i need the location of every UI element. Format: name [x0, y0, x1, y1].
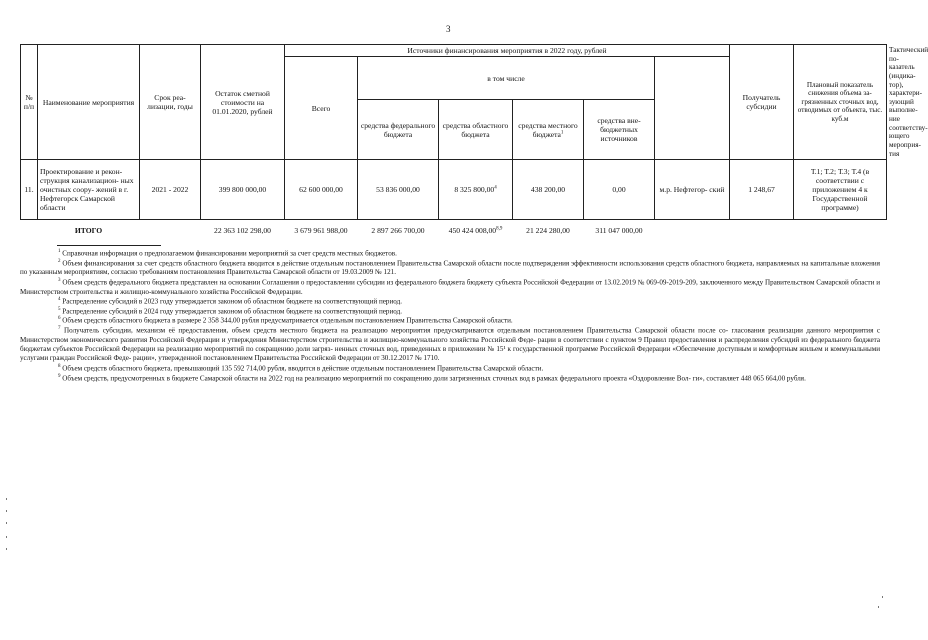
row-federal: 53 836 000,00 — [358, 160, 439, 220]
scan-speck — [6, 548, 7, 550]
footnote: $^7$ Получатель субсидии, механизм её предоставления, объем средств местного бюджета на реализацию мероприятия предусматриваются отдельным постановлением Правительства Самарской области после со- гласования реализации данного мероприятия с Министерством экономического развития Российской Федерации и утверждения Министерством строительства и жилищно-коммунального хозяйства Российской Феде- рации в соответствии с пунктом 9 Правил предоставления и распределения субсидий из федерального бюджета бюджетам субъектов Российской Федерации на реализацию мероприятий по сокращению доли загряз- ненных сточных вод, приведенных в приложении № 15¹ к государственной программе Российской Федерации «Обеспечение доступным и комфортным жильем и коммунальными услугами граждан Российской Феде- рации», утвержденной постановлением Правительства Российской Федерации от 30.12.2017 № 1710. — [20, 326, 880, 363]
row-term: 2021 - 2022 — [140, 160, 201, 220]
scan-speck — [882, 596, 883, 598]
header-extra: средства вне- бюджетных источников — [584, 100, 655, 160]
table-row — [21, 160, 887, 220]
footnote: $^2$ Объем финансирования за счет средств областного бюджета вводится в действие отдельным постановлением Правительства Самарской области после подтверждения эффективности использования средств областного бюджета, направляемых на капитальные вложения по указанным мероприятиям, согласно требованиям постановления Правительства Самарской области от 19.03.2009 № 121. — [20, 258, 880, 277]
totals-local: 21 224 280,00 — [526, 225, 570, 235]
row-name: Проектирование и рекон- струкция канализацион- ных очистных соору- жений в г. Нефтегорск Самарской области — [38, 160, 140, 220]
header-local: средства местного бюджета$^1$ — [513, 100, 584, 160]
row-regional: 8 325 800,00$^4$ — [439, 160, 513, 220]
footnote: $^5$ Распределение субсидий в 2024 году утверждается законом об областном бюджете на соответствующий период. — [58, 306, 402, 315]
footnote: $^8$ Объем средств областного бюджета, превышающий 135 592 714,00 рубля, вводится в действие отдельным постановлением Правительства Самарской области. — [58, 363, 544, 373]
row-extra: 0,00 — [584, 160, 655, 220]
totals-federal: 2 897 266 700,00 — [371, 225, 425, 235]
header-including: в том числе — [358, 57, 655, 100]
footnotes — [20, 249, 880, 383]
totals-extra: 311 047 000,00 — [595, 225, 643, 235]
row-recipient: м.р. Нефтегор- ский — [655, 160, 730, 220]
header-sources: Источники финансирования мероприятия в 2022 году, рублей — [285, 45, 730, 57]
footnote: $^1$ Справочная информация о предполагаемом финансировании мероприятий за счет средств местных бюджетов. — [58, 249, 397, 258]
footnote: $^3$ Объем средств федерального бюджета представлен на основании Соглашения о предоставлении субсидии из федерального бюджета бюджету субъекта Российской Федерации от 13.02.2019 № 069-09-2019-209, заключенного между Правительством Самарской области и Министерством строительства и жилищно-коммунального хозяйства Российской Федерации. — [20, 277, 880, 296]
row-planned: 1 248,67 — [730, 160, 794, 220]
footnote: $^9$ Объем средств, предусмотренных в бюджете Самарской области на 2022 год на реализацию мероприятий по сокращению доли загрязненных сточных вод в рамках федерального проекта «Оздоровление Вол- ги», составляет 448 065 664,00 рубля. — [58, 373, 806, 382]
row-local: 438 200,00 — [513, 160, 584, 220]
header-regional: средства областного бюджета — [439, 100, 513, 160]
row-balance: 399 800 000,00 — [201, 160, 285, 220]
scan-speck — [6, 536, 7, 538]
totals-label: ИТОГО — [74, 225, 103, 235]
page-number: 3 — [446, 24, 451, 34]
header-term: Срок реа- лизации, годы — [140, 45, 201, 160]
header-name: Наименование мероприятия — [38, 45, 140, 160]
footnote-divider — [57, 245, 161, 246]
totals-total: 3 679 961 988,00 — [294, 225, 348, 235]
row-total: 62 600 000,00 — [285, 160, 358, 220]
footnote: $^6$ Объем средств областного бюджета в размере 2 358 344,00 рубля предусматривается отдельным постановлением Правительства Самарской области. — [58, 316, 513, 325]
row-tactical: Т.1; Т.2; Т.3; Т.4 (в соответствии с приложением 4 к Государственной программе) — [794, 160, 887, 220]
scan-speck — [6, 522, 7, 524]
row-num: 11. — [21, 160, 38, 220]
totals-balance: 22 363 102 298,00 — [214, 225, 271, 235]
financing-table: № п/п Наименование мероприятия Срок реа- лизации, годы Остаток сметной стоимости на 01.01.2020, рублей Источники финансирования мероприятия в 2022 году, рублей Получатель субсидии Плановый показатель снижения объема за- грязненных сточных вод, отводимых от объекта, тыс. куб.м Тактический по- казатель (индика- тор), характери- зующий выполне- ние соответству- ющего мероприя- тия Всего в том числе средства федерального бюджета средства областного бюджета средства местного бюджета$^1$ средства вне- бюджетных источников 11. Проектирование и рекон- струкция канализацион- ных очистных соору- жений в г. Нефтегорск Самарской области 2021 - 2022 399 800 000,00 62 600 000,00 53 836 000,00 8 325 800,00$^4$ 438 200,00 0,00 м.р. Нефтегор- ский 1 248,67 Т.1; Т.2; Т.3; Т.4 (в соответствии с приложением 4 к Государственной программе) ИТОГО 22 363 102 298,00 3 679 961 988,00 2 897 266 700,00 450 424 008,00$^{8,9}$ 21 224 280,00 311 047 000,00 — [20, 44, 887, 240]
header-federal: средства федерального бюджета — [358, 100, 439, 160]
footnote: $^4$ Распределение субсидий в 2023 году утверждается законом об областном бюджете на соответствующий период. — [58, 296, 402, 306]
header-recipient: Получатель субсидии — [730, 45, 794, 160]
header-balance: Остаток сметной стоимости на 01.01.2020, рублей — [201, 45, 285, 160]
scan-speck — [878, 606, 879, 608]
scan-speck — [6, 510, 7, 512]
header-total: Всего — [285, 57, 358, 160]
header-num: № п/п — [21, 45, 38, 160]
totals-regional: 450 424 008,00$^{8,9}$ — [448, 225, 503, 235]
header-planned: Плановый показатель снижения объема за- грязненных сточных вод, отводимых от объекта, тыс. куб.м — [794, 45, 887, 160]
totals-row — [21, 220, 887, 240]
scan-speck — [6, 498, 7, 500]
